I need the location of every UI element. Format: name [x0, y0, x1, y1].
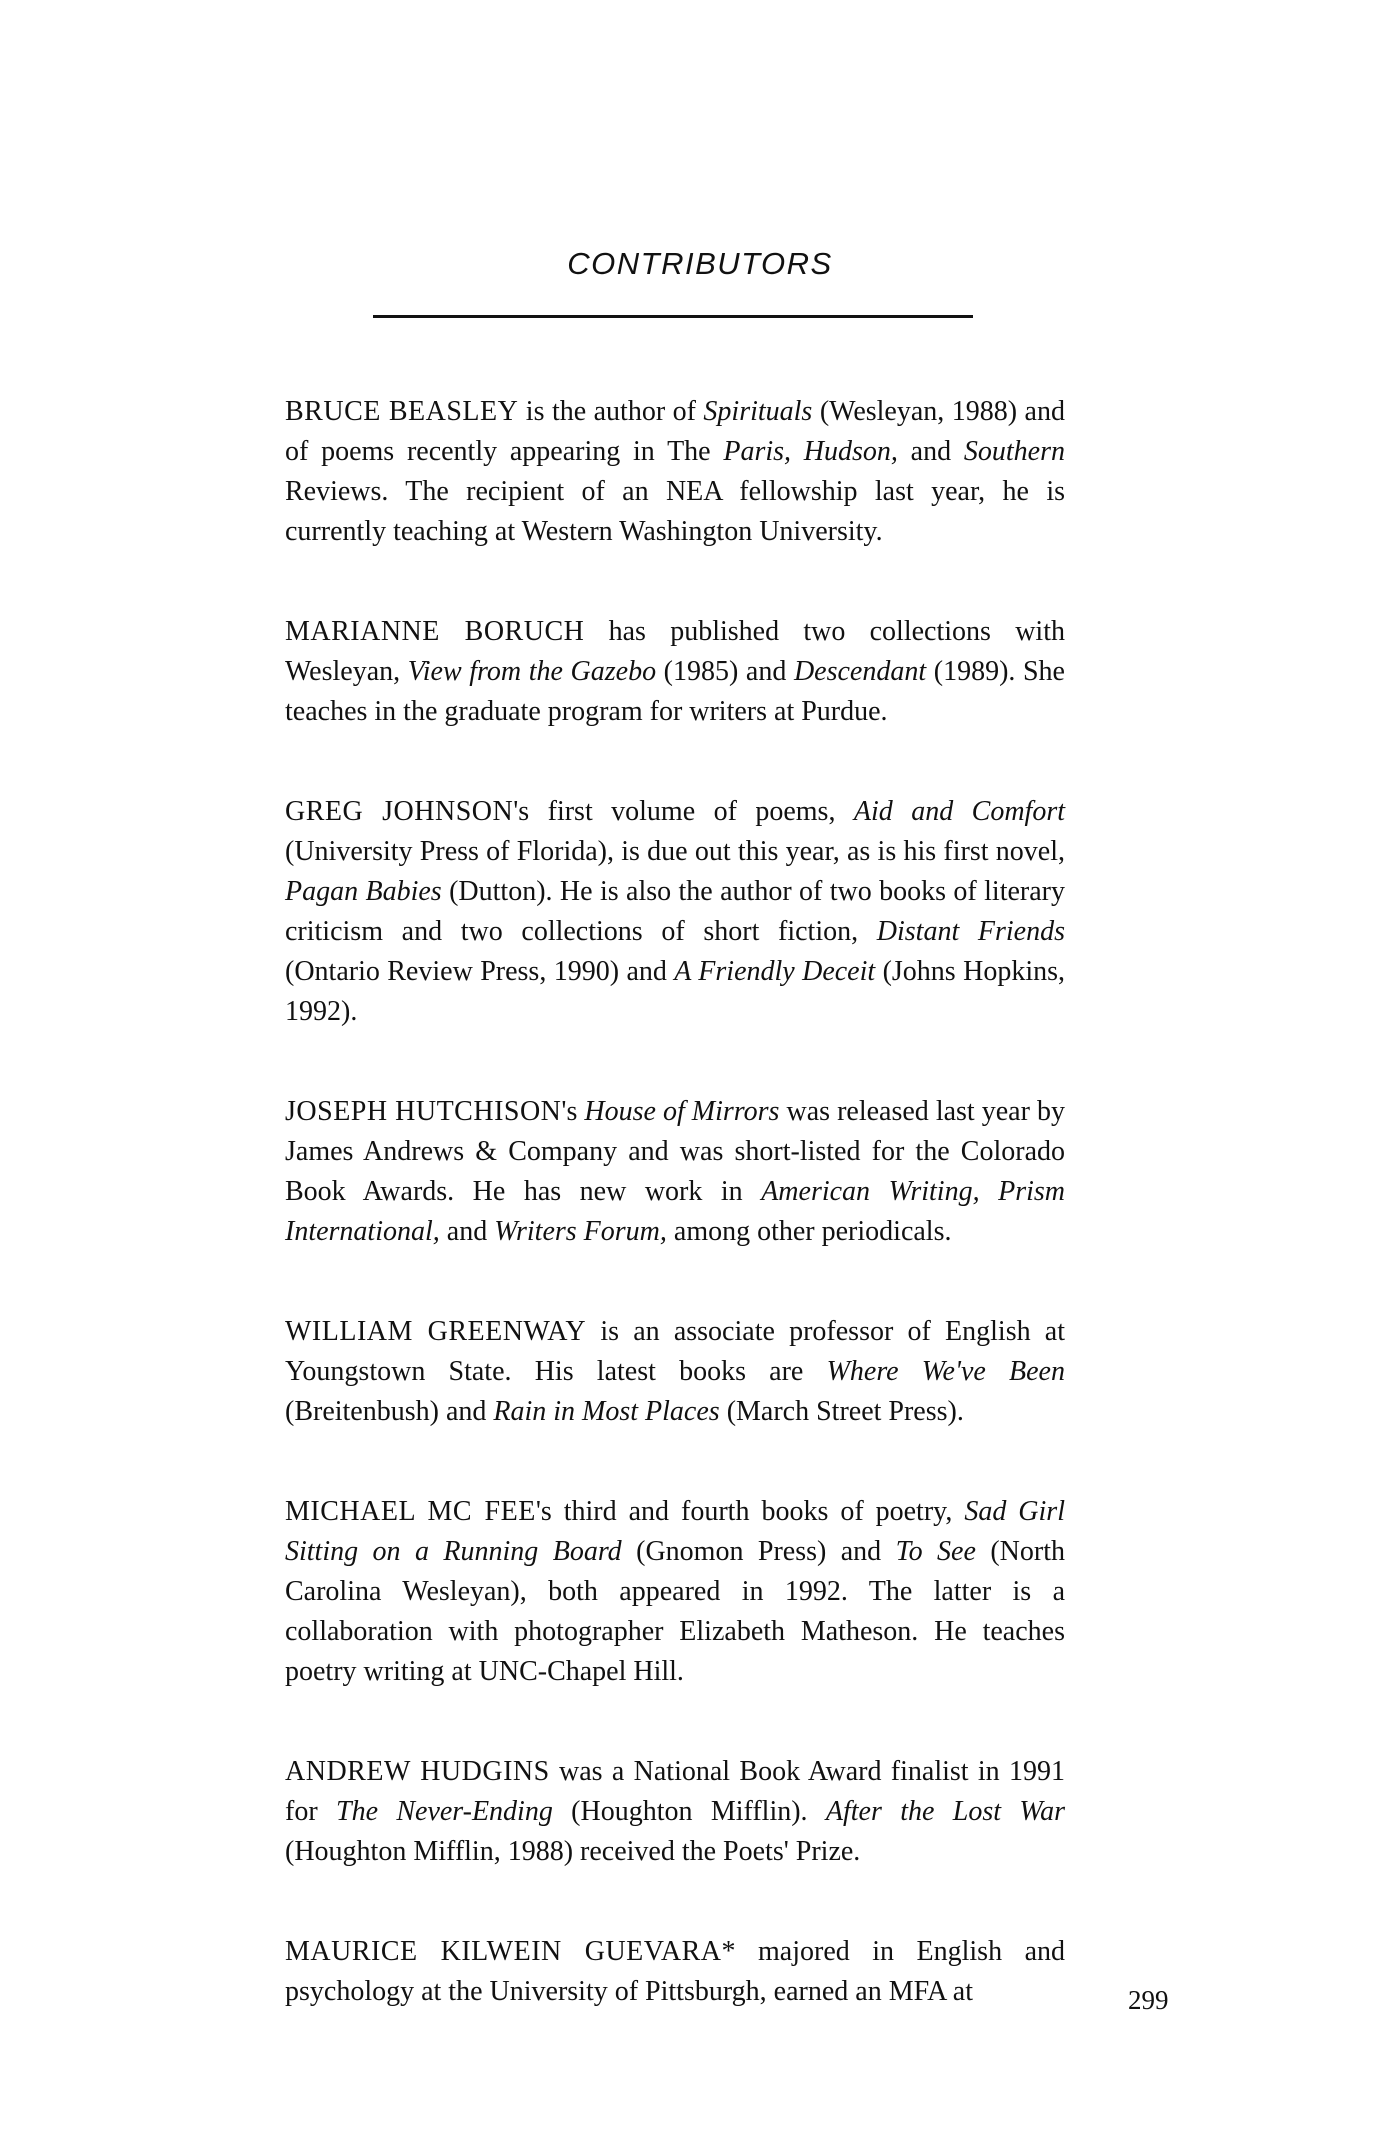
entry-text: and: [439, 1216, 495, 1247]
entry-text: (Gnomon Press) and: [621, 1536, 896, 1567]
book-title: Descendant: [793, 656, 927, 687]
book-title: View from the Gazebo: [407, 656, 657, 687]
journal-title: Writers Forum,: [494, 1216, 667, 1247]
contributor-name: GREG JOHNSON: [285, 796, 514, 827]
entry-text: (1985) and: [656, 656, 794, 687]
book-title: Spirituals: [703, 396, 813, 427]
contributor-entry-guevara: [285, 1932, 1065, 2012]
book-title: Distant Friends: [876, 916, 1065, 947]
entry-text: (1989). She teaches in the graduate program for writers at Purdue.: [285, 656, 1065, 727]
book-title: House of Mirrors: [584, 1096, 780, 1127]
contributor-name: JOSEPH HUTCHISON: [285, 1096, 562, 1127]
contributor-entry-beasley: [285, 392, 1065, 552]
entry-text: (March Street Press).: [719, 1396, 964, 1427]
entry-text: was a National Book Award finalist in 1991 for: [285, 1756, 1065, 1827]
entry-text: 's: [561, 1096, 585, 1127]
contributor-entry-greenway: [285, 1312, 1065, 1432]
contributor-entry-hudgins: [285, 1752, 1065, 1872]
entry-text: is the author of: [518, 396, 704, 427]
book-title: Aid and Comfort: [853, 796, 1065, 827]
page-number: 299: [1128, 1985, 1169, 2015]
journal-title: Southern: [963, 436, 1065, 467]
entry-text: (North Carolina Wesleyan), both appeared in 1992. The latter is a collaboration with photographer Elizabeth Matheson. He teaches poetry writing at UNC-Chapel Hill.: [285, 1536, 1065, 1687]
book-title: Pagan Babies: [285, 876, 442, 907]
book-title: The Never-Ending: [336, 1796, 553, 1827]
entry-text: (Houghton Mifflin, 1988) received the Poets' Prize.: [285, 1836, 861, 1867]
page-title: CONTRIBUTORS: [567, 246, 833, 281]
contributor-entry-hutchison: [285, 1092, 1065, 1252]
entry-text: 's first volume of poems,: [513, 796, 854, 827]
book-title: A Friendly Deceit: [674, 956, 876, 987]
entry-text: and: [897, 436, 964, 467]
book-title: Sad Girl Sitting on a Running Board: [285, 1496, 1065, 1567]
entry-text: (Johns Hopkins, 1992).: [285, 956, 1065, 1027]
contributor-name: BRUCE BEASLEY: [285, 396, 519, 427]
entry-text: (Ontario Review Press, 1990) and: [285, 956, 675, 987]
entry-text: (Dutton). He is also the author of two books of literary criticism and two collections of short fiction,: [285, 876, 1065, 947]
entry-text: (Wesleyan, 1988) and of poems recently appearing in The: [285, 396, 1065, 467]
title-rule: [373, 315, 973, 318]
contributors-list: [285, 392, 1065, 2072]
book-title: Where We've Been: [826, 1356, 1065, 1387]
contributor-entry-boruch: [285, 612, 1065, 732]
book-title: After the Lost War: [825, 1796, 1065, 1827]
book-title: To See: [895, 1536, 976, 1567]
entry-text: was released last year by James Andrews & Company and was short-listed for the Colorado Book Awards. He has new work in: [285, 1096, 1065, 1207]
contributor-entry-johnson: [285, 792, 1065, 1032]
entry-text: among other periodicals.: [666, 1216, 952, 1247]
journal-title: American Writing, Prism International,: [285, 1176, 1065, 1247]
contributor-name: ANDREW HUDGINS: [285, 1756, 550, 1787]
entry-text: (University Press of Florida), is due out this year, as is his first novel,: [285, 836, 1065, 867]
entry-text: (Breitenbush) and: [285, 1396, 494, 1427]
entry-text: * majored in English and psychology at the University of Pittsburgh, earned an MFA at: [285, 1936, 1065, 2007]
contributor-name: WILLIAM GREENWAY: [285, 1316, 587, 1347]
book-title: Rain in Most Places: [493, 1396, 720, 1427]
entry-text: is an associate professor of English at Youngstown State. His latest books are: [285, 1316, 1065, 1387]
entry-text: has published two collections with Wesleyan,: [285, 616, 1065, 687]
entry-text: (Houghton Mifflin).: [552, 1796, 826, 1827]
contributor-name: MAURICE KILWEIN GUEVARA: [285, 1936, 722, 1967]
entry-text: 's third and fourth books of poetry,: [535, 1496, 965, 1527]
contributor-name: MICHAEL MC FEE: [285, 1496, 536, 1527]
contributor-name: MARIANNE BORUCH: [285, 616, 585, 647]
journal-title: Paris, Hudson,: [723, 436, 898, 467]
entry-text: Reviews. The recipient of an NEA fellowship last year, he is currently teaching at Western Washington University.: [285, 476, 1065, 547]
contributor-entry-mcfee: [285, 1492, 1065, 1692]
